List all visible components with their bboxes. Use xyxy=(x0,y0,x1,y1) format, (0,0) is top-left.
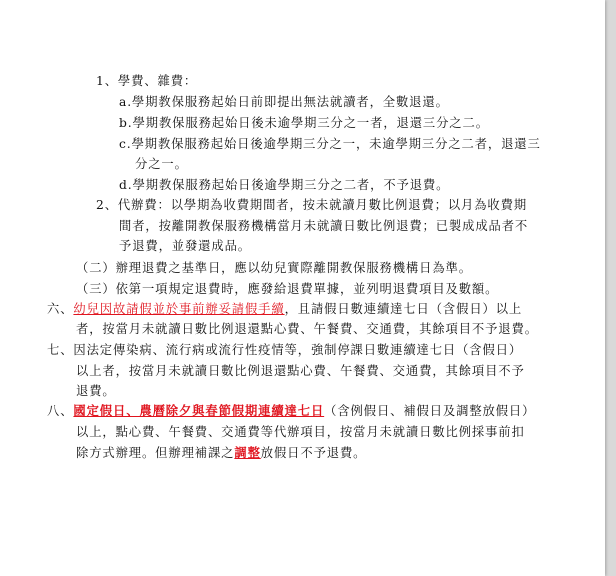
section8-line3-before: 除方式辦理。但辦理補課之 xyxy=(76,446,235,460)
section8-line3-highlight: 調整 xyxy=(234,445,261,460)
item2-line3: 予退費，並發還成品。 xyxy=(119,239,251,253)
item1-c-line2: 分之一。 xyxy=(135,157,188,171)
section6-prefix: 六、 xyxy=(47,302,74,316)
item1-b: b.學期教保服務起始日後未逾學期三分之一者，退還三分之二。 xyxy=(119,116,489,130)
paragraph-three: （三）依第一項規定退費時，應發給退費單據，並列明退費項目及數額。 xyxy=(76,282,499,296)
item1-heading: 1、學費、雜費： xyxy=(96,74,198,88)
section8-line1 xyxy=(47,401,535,421)
section8-highlight: 國定假日、農曆除夕與春節假期連續達七日 xyxy=(73,403,325,418)
section7-line2: 以上者，按當月未就讀日數比例退還點心費、午餐費、交通費，其餘項目不予 xyxy=(76,364,525,378)
item1-d: d.學期教保服務起始日後逾學期三分之二者，不予退費。 xyxy=(119,178,450,192)
paragraph-two: （二）辦理退費之基準日，應以幼兒實際離開教保服務機構日為準。 xyxy=(76,261,472,275)
section8-rest: （含例假日、補假日及調整放假日） xyxy=(324,404,536,418)
item2-line2: 間者，按離開教保服務機構當月未就讀日數比例退費；已製成成品者不 xyxy=(119,219,529,233)
item1-a: a.學期教保服務起始日前即提出無法就讀者，全數退還。 xyxy=(119,95,449,109)
section6-line2: 者，按當月未就讀日數比例退還點心費、午餐費、交通費，其餘項目不予退費。 xyxy=(76,322,538,336)
section8-prefix: 八、 xyxy=(47,404,74,418)
section6-line1 xyxy=(47,299,522,319)
section7-line1: 七、因法定傳染病、流行病或流行性疫情等，強制停課日數連續達七日（含假日） xyxy=(47,343,523,357)
item2-line1: 2、代辦費：以學期為收費期間者，按未就讀月數比例退費；以月為收費期 xyxy=(96,198,528,212)
section6-rest: ，且請假日數連續達七日（含假日）以上 xyxy=(284,302,523,316)
section7-line3: 退費。 xyxy=(76,384,116,398)
section8-line3 xyxy=(76,443,366,463)
section8-line2: 以上，點心費、午餐費、交通費等代辦項目，按當月未就讀日數比例採事前扣 xyxy=(76,425,525,439)
item1-c-line1: c.學期教保服務起始日後逾學期三分之一，未逾學期三分之二者，退還三 xyxy=(119,137,541,151)
section8-line3-after: 放假日不予退費。 xyxy=(260,446,367,460)
section6-highlight: 幼兒因故請假並於事前辦妥請假手續 xyxy=(73,302,285,316)
